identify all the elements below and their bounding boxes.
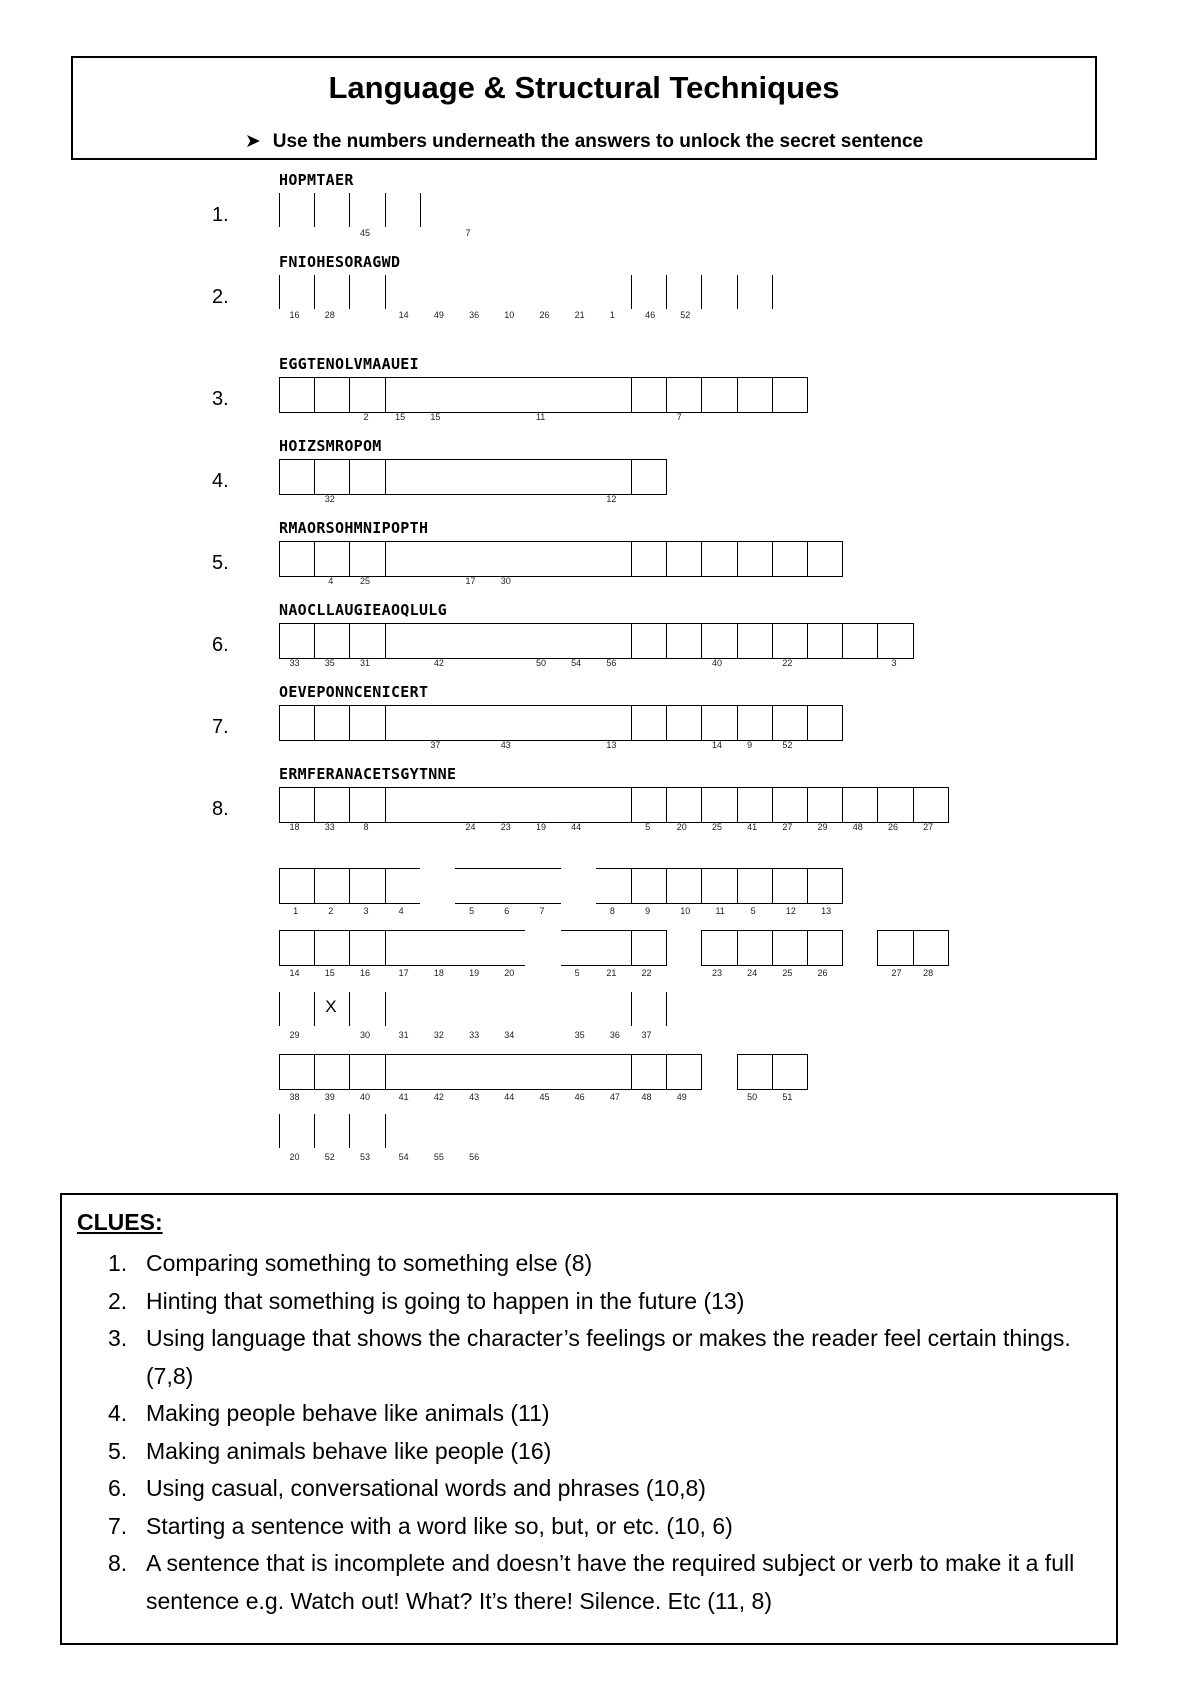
scrambled-word: RMAORSOHMNIPOPTH [279, 519, 429, 537]
letter-box[interactable] [737, 868, 773, 904]
letter-bar [385, 459, 631, 495]
letter-box[interactable] [701, 541, 737, 577]
letter-box[interactable] [279, 787, 315, 823]
title-box [71, 56, 1097, 160]
letter-box[interactable] [631, 275, 667, 309]
question-number: 4. [212, 470, 229, 492]
secret-number: 10 [680, 906, 691, 916]
letter-box[interactable] [913, 787, 949, 823]
clue-number: 27 [782, 822, 793, 832]
letter-box[interactable] [314, 1114, 350, 1148]
letter-box[interactable] [349, 193, 385, 227]
clue-number: 8 [363, 822, 369, 832]
secret-number: 20 [289, 1152, 300, 1162]
secret-number: 33 [469, 1030, 480, 1040]
letter-box[interactable] [314, 705, 350, 741]
clue-number: 2 [363, 412, 369, 422]
clue-number: 26 [539, 310, 550, 320]
clue-number: 19 [535, 822, 546, 832]
letter-box[interactable] [631, 377, 667, 413]
question-number: 6. [212, 634, 229, 656]
letter-bar [385, 868, 420, 904]
letter-box[interactable] [279, 193, 315, 227]
clue-item: 5. Making animals behave like people (16) [108, 1437, 552, 1464]
letter-box[interactable] [701, 275, 737, 309]
letter-box[interactable] [349, 705, 385, 741]
clue-number: 12 [606, 494, 617, 504]
clue-item: 4. Making people behave like animals (11) [108, 1400, 550, 1426]
secret-number: 17 [398, 968, 409, 978]
letter-box[interactable] [807, 705, 843, 741]
letter-box[interactable] [631, 541, 667, 577]
secret-number: 55 [433, 1152, 444, 1162]
clue-item: 7. Starting a sentence with a word like so, but, or etc. (10, 6) [108, 1512, 733, 1539]
secret-number: 49 [676, 1092, 687, 1102]
clue-number: 25 [711, 822, 722, 832]
clue-number: 40 [711, 658, 722, 668]
clue-number: 14 [398, 310, 409, 320]
clue-number: 16 [289, 310, 300, 320]
secret-number: 16 [359, 968, 370, 978]
secret-number: 28 [923, 968, 934, 978]
clue-number: 27 [923, 822, 934, 832]
letter-box[interactable] [842, 623, 878, 659]
letter-box[interactable] [666, 541, 702, 577]
secret-number: 48 [641, 1092, 652, 1102]
clue-number: 7 [465, 228, 471, 238]
clue-number: 50 [535, 658, 546, 668]
secret-number: 19 [469, 968, 480, 978]
secret-number: 24 [747, 968, 758, 978]
letter-box[interactable] [349, 275, 385, 309]
letter-box[interactable] [349, 623, 385, 659]
letter-box[interactable] [314, 930, 350, 966]
clue-number: 52 [680, 310, 691, 320]
letter-box[interactable] [772, 930, 808, 966]
scrambled-word: EGGTENOLVMAAUEI [279, 355, 419, 373]
clue-number: 48 [852, 822, 863, 832]
clue-number: 30 [500, 576, 511, 586]
letter-box[interactable] [631, 459, 667, 495]
clue-number: 32 [324, 494, 335, 504]
letter-box[interactable] [349, 459, 385, 495]
secret-number: 26 [817, 968, 828, 978]
letter-box[interactable] [279, 377, 315, 413]
secret-number: 21 [606, 968, 617, 978]
secret-number: 1 [293, 906, 299, 916]
letter-box[interactable] [314, 868, 350, 904]
secret-number: 5 [574, 968, 580, 978]
secret-number: 42 [433, 1092, 444, 1102]
letter-box-edge [772, 275, 773, 309]
secret-number: 47 [609, 1092, 620, 1102]
letter-box[interactable] [314, 275, 350, 309]
scrambled-word: FNIOHESORAGWD [279, 253, 401, 271]
letter-box[interactable] [349, 787, 385, 823]
letter-box[interactable] [701, 377, 737, 413]
letter-box[interactable] [314, 541, 350, 577]
letter-bar [385, 623, 631, 659]
secret-number: 53 [359, 1152, 370, 1162]
clue-number: 54 [571, 658, 582, 668]
clue-number: 49 [433, 310, 444, 320]
clue-item: 6. Using casual, conversational words and phrases (10,8) [108, 1475, 706, 1501]
secret-number: 29 [289, 1030, 300, 1040]
clue-number: 1 [609, 310, 615, 320]
clue-item: 2. Hinting that something is going to happen in the future (13) [108, 1287, 745, 1314]
secret-number: 20 [504, 968, 515, 978]
clue-number: 25 [359, 576, 370, 586]
letter-box[interactable] [314, 193, 350, 227]
letter-box[interactable] [772, 868, 808, 904]
letter-box[interactable] [349, 992, 385, 1026]
clue-number: 15 [395, 412, 406, 422]
letter-box[interactable] [279, 930, 315, 966]
letter-box[interactable] [631, 992, 667, 1026]
letter-box[interactable] [842, 787, 878, 823]
letter-box[interactable] [349, 541, 385, 577]
letter-box[interactable] [772, 705, 808, 741]
letter-box[interactable] [807, 930, 843, 966]
clue-number: 37 [430, 740, 441, 750]
secret-number: 54 [398, 1152, 409, 1162]
scrambled-word: ERMFERANACETSGYTNNE [279, 765, 457, 783]
secret-number: 4 [398, 906, 404, 916]
letter-box[interactable] [737, 787, 773, 823]
letter-box[interactable] [737, 705, 773, 741]
clue-number: 9 [747, 740, 753, 750]
scrambled-word: HOPMTAER [279, 171, 354, 189]
secret-number: 7 [539, 906, 545, 916]
letter-box[interactable] [349, 1114, 385, 1148]
letter-box[interactable] [279, 275, 315, 309]
clue-number: 45 [359, 228, 370, 238]
secret-number: 13 [821, 906, 832, 916]
letter-box[interactable] [877, 930, 913, 966]
letter-box[interactable] [279, 541, 315, 577]
letter-box[interactable] [279, 623, 315, 659]
letter-box[interactable] [807, 541, 843, 577]
clue-number: 4 [328, 576, 334, 586]
question-number: 2. [212, 286, 229, 308]
letter-box[interactable] [631, 705, 667, 741]
letter-box[interactable] [701, 787, 737, 823]
letter-bar [385, 1054, 631, 1090]
clue-number: 26 [887, 822, 898, 832]
scrambled-word: HOIZSMROPOM [279, 437, 382, 455]
clue-number: 15 [430, 412, 441, 422]
letter-bar [385, 705, 631, 741]
scrambled-word: OEVEPONNCENICERT [279, 683, 429, 701]
clue-number: 18 [289, 822, 300, 832]
secret-number: 37 [641, 1030, 652, 1040]
clue-number: 5 [645, 822, 651, 832]
question-number: 3. [212, 388, 229, 410]
secret-number: 27 [891, 968, 902, 978]
secret-number: 52 [324, 1152, 335, 1162]
letter-box[interactable] [349, 377, 385, 413]
clue-number: 24 [465, 822, 476, 832]
letter-box[interactable] [666, 377, 702, 413]
secret-number: 46 [574, 1092, 585, 1102]
letter-box[interactable] [737, 930, 773, 966]
secret-number: 9 [645, 906, 651, 916]
clue-number: 21 [574, 310, 585, 320]
clue-number: 3 [891, 658, 897, 668]
letter-box[interactable] [385, 193, 421, 227]
instruction-text: Use the numbers underneath the answers to unlock the secret sentence [272, 131, 924, 152]
letter-bar [385, 930, 526, 966]
secret-number: 3 [363, 906, 369, 916]
letter-box[interactable] [314, 1054, 350, 1090]
letter-bar [385, 787, 631, 823]
question-number: 1. [212, 204, 229, 226]
letter-box[interactable] [631, 787, 667, 823]
secret-number: 34 [504, 1030, 515, 1040]
secret-number: 35 [574, 1030, 585, 1040]
clue-number: 44 [571, 822, 582, 832]
question-number: 8. [212, 798, 229, 820]
clue-number: 29 [817, 822, 828, 832]
letter-box[interactable] [913, 930, 949, 966]
secret-number: 45 [539, 1092, 550, 1102]
clue-item: 1. Comparing something to something else (8) [108, 1250, 593, 1276]
letter-box[interactable] [631, 1054, 667, 1090]
secret-number: 40 [359, 1092, 370, 1102]
letter-box[interactable] [701, 705, 737, 741]
letter-box[interactable] [737, 275, 773, 309]
letter-box[interactable] [631, 623, 667, 659]
letter-box[interactable] [737, 377, 773, 413]
letter-box[interactable] [279, 868, 315, 904]
clue-number: 11 [535, 412, 546, 422]
clue-item: 3. Using language that shows the character’s feelings or makes the reader feel certain things. (7,8) [108, 1325, 1071, 1389]
letter-bar [385, 377, 631, 413]
clue-list [108, 1245, 1098, 1620]
letter-box[interactable] [349, 1054, 385, 1090]
secret-number: 30 [359, 1030, 370, 1040]
secret-number: 8 [609, 906, 615, 916]
clue-item: 8. A sentence that is incomplete and doesn’t have the required subject or verb to make it a full sentence e.g. Watch out! What? It’s there! Silence. Etc (11, 8) [108, 1550, 1075, 1614]
secret-number: 50 [747, 1092, 758, 1102]
secret-number: 5 [469, 906, 475, 916]
letter-box[interactable] [631, 868, 667, 904]
letter-bar [455, 868, 561, 904]
secret-number: 43 [469, 1092, 480, 1102]
letter-box[interactable] [807, 623, 843, 659]
letter-box[interactable] [314, 377, 350, 413]
secret-number: 6 [504, 906, 510, 916]
secret-number: 44 [504, 1092, 515, 1102]
letter-box[interactable] [772, 541, 808, 577]
secret-number: 23 [711, 968, 722, 978]
secret-number: 31 [398, 1030, 409, 1040]
clues-heading: CLUES: [77, 1209, 163, 1235]
secret-number: 22 [641, 968, 652, 978]
letter-box[interactable] [807, 868, 843, 904]
letter-box[interactable] [666, 868, 702, 904]
letter-box[interactable] [666, 787, 702, 823]
letter-box[interactable] [349, 930, 385, 966]
clue-number: 56 [606, 658, 617, 668]
letter-box[interactable] [737, 1054, 773, 1090]
secret-number: 18 [433, 968, 444, 978]
secret-number: 38 [289, 1092, 300, 1102]
letter-box[interactable] [877, 787, 913, 823]
clue-number: 42 [433, 658, 444, 668]
secret-number: 41 [398, 1092, 409, 1102]
letter-box[interactable] [666, 705, 702, 741]
clue-number: 33 [289, 658, 300, 668]
letter-box[interactable] [772, 787, 808, 823]
letter-box[interactable] [772, 1054, 808, 1090]
clue-number: 41 [747, 822, 758, 832]
letter-box[interactable] [279, 459, 315, 495]
secret-number: 5 [750, 906, 756, 916]
clue-number: 36 [469, 310, 480, 320]
letter-box[interactable] [314, 459, 350, 495]
clues-box [60, 1193, 1118, 1645]
clue-number: 52 [782, 740, 793, 750]
clue-number: 31 [359, 658, 370, 668]
secret-number: 36 [609, 1030, 620, 1040]
secret-number: 11 [715, 906, 725, 916]
letter-box[interactable] [314, 623, 350, 659]
clue-number: 22 [782, 658, 793, 668]
letter-box-edge [666, 992, 667, 1026]
clue-number: 33 [324, 822, 335, 832]
letter-box-edge [385, 992, 386, 1026]
letter-box[interactable] [314, 787, 350, 823]
clue-number: 23 [500, 822, 511, 832]
clue-number: 14 [711, 740, 722, 750]
secret-number: 56 [469, 1152, 480, 1162]
secret-number: 39 [324, 1092, 335, 1102]
clue-number: 43 [500, 740, 511, 750]
letter-box[interactable] [279, 1114, 315, 1148]
letter-box[interactable] [349, 868, 385, 904]
letter-box[interactable] [279, 992, 315, 1026]
letter-box[interactable] [737, 623, 773, 659]
letter-bar [385, 541, 631, 577]
scrambled-word: NAOCLLAUGIEAOQLULG [279, 601, 447, 619]
letter-box[interactable] [772, 377, 808, 413]
letter-box-edge [420, 193, 421, 227]
letter-box[interactable] [666, 275, 702, 309]
letter-box[interactable] [737, 541, 773, 577]
clue-number: 20 [676, 822, 687, 832]
page-title: Language & Structural Techniques [328, 70, 840, 105]
secret-number: 2 [328, 906, 334, 916]
letter-bar [596, 868, 631, 904]
question-number: 7. [212, 716, 229, 738]
letter-box[interactable] [279, 1054, 315, 1090]
clue-number: 46 [645, 310, 656, 320]
letter-box[interactable] [807, 787, 843, 823]
letter-box[interactable] [666, 623, 702, 659]
letter-box-edge [385, 1114, 386, 1148]
x-mark: X [325, 997, 337, 1016]
letter-box[interactable] [877, 623, 913, 659]
question-number: 5. [212, 552, 229, 574]
clue-number: 28 [324, 310, 335, 320]
secret-number: 51 [782, 1092, 793, 1102]
letter-box[interactable] [666, 1054, 702, 1090]
arrow-bullet-icon: ➤ [244, 131, 261, 152]
letter-box[interactable] [279, 705, 315, 741]
clue-number: 17 [465, 576, 476, 586]
clue-number: 35 [324, 658, 335, 668]
letter-box[interactable] [772, 623, 808, 659]
secret-number: 15 [324, 968, 335, 978]
letter-box[interactable] [701, 930, 737, 966]
letter-box[interactable] [701, 868, 737, 904]
secret-number: 12 [785, 906, 796, 916]
instruction [73, 130, 1095, 153]
clue-number: 7 [676, 412, 682, 422]
secret-number: 25 [782, 968, 793, 978]
letter-box[interactable] [631, 930, 667, 966]
clue-number: 13 [606, 740, 617, 750]
letter-box[interactable] [701, 623, 737, 659]
secret-number: 32 [433, 1030, 444, 1040]
letter-box[interactable] [385, 275, 421, 309]
letter-bar [561, 930, 631, 966]
clue-number: 10 [504, 310, 515, 320]
secret-number: 14 [289, 968, 300, 978]
